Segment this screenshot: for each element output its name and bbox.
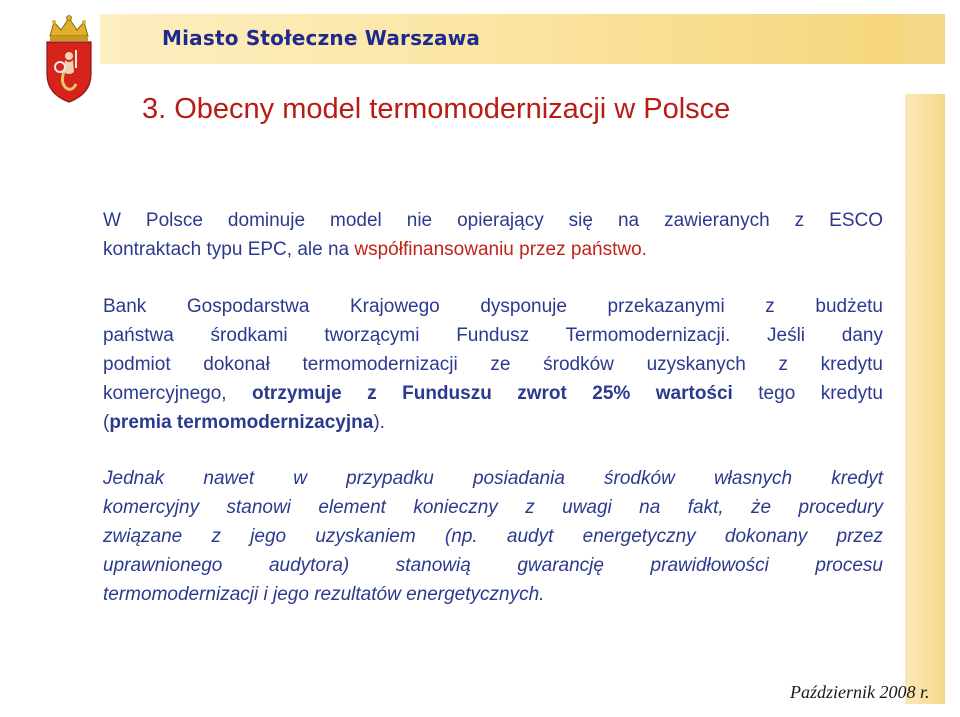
paragraph-line: państwa środkami tworzącymi Fundusz Termomodernizacji. Jeśli dany	[103, 325, 883, 346]
paragraph-line: podmiot dokonał termomodernizacji ze środków uzyskanych z kredytu	[103, 354, 883, 375]
paragraph-line: termomodernizacji i jego rezultatów energetycznych.	[103, 584, 545, 605]
header-band-edge	[905, 14, 945, 64]
right-decorative-strip	[905, 64, 945, 704]
slide-title: 3. Obecny model termomodernizacji w Polsce	[142, 93, 731, 125]
text-segment: komercyjnego,	[103, 383, 252, 404]
paragraph-bgk-fund	[103, 292, 883, 437]
paragraph-line: W Polsce dominuje model nie opierający się na zawieranych z ESCO	[103, 210, 883, 231]
paragraph-line	[103, 408, 883, 437]
header-corner-square	[905, 64, 945, 94]
paragraph-model	[103, 206, 883, 264]
paragraph-line: Bank Gospodarstwa Krajowego dysponuje przekazanymi z budżetu	[103, 296, 883, 317]
warsaw-coat-of-arms-icon	[38, 12, 100, 104]
paragraph-line: związane z jego uzyskaniem (np. audyt energetyczny dokonany przez	[103, 526, 883, 547]
paragraph-line: Jednak nawet w przypadku posiadania środków własnych kredyt	[103, 468, 883, 489]
emphasis-refund: otrzymuje z Funduszu zwrot 25% wartości	[252, 383, 733, 404]
footer-date: Październik 2008 r.	[790, 682, 930, 702]
text-segment: (	[103, 412, 110, 433]
paragraph-line	[103, 379, 883, 408]
organization-name: Miasto Stołeczne Warszawa	[162, 26, 481, 50]
text-segment: ).	[373, 412, 385, 433]
emphasis-premium: premia termomodernizacyjna	[109, 412, 374, 433]
text-segment: kontraktach typu EPC, ale na	[103, 239, 355, 260]
text-segment: tego kredytu	[732, 383, 883, 404]
highlight-cofinancing: współfinansowaniu przez państwo.	[354, 239, 647, 260]
paragraph-line	[103, 235, 883, 264]
paragraph-line: uprawnionego audytora) stanowią gwarancję prawidłowości procesu	[103, 555, 883, 576]
paragraph-commercial-credit	[103, 464, 883, 609]
paragraph-line: komercyjny stanowi element konieczny z uwagi na fakt, że procedury	[103, 497, 883, 518]
